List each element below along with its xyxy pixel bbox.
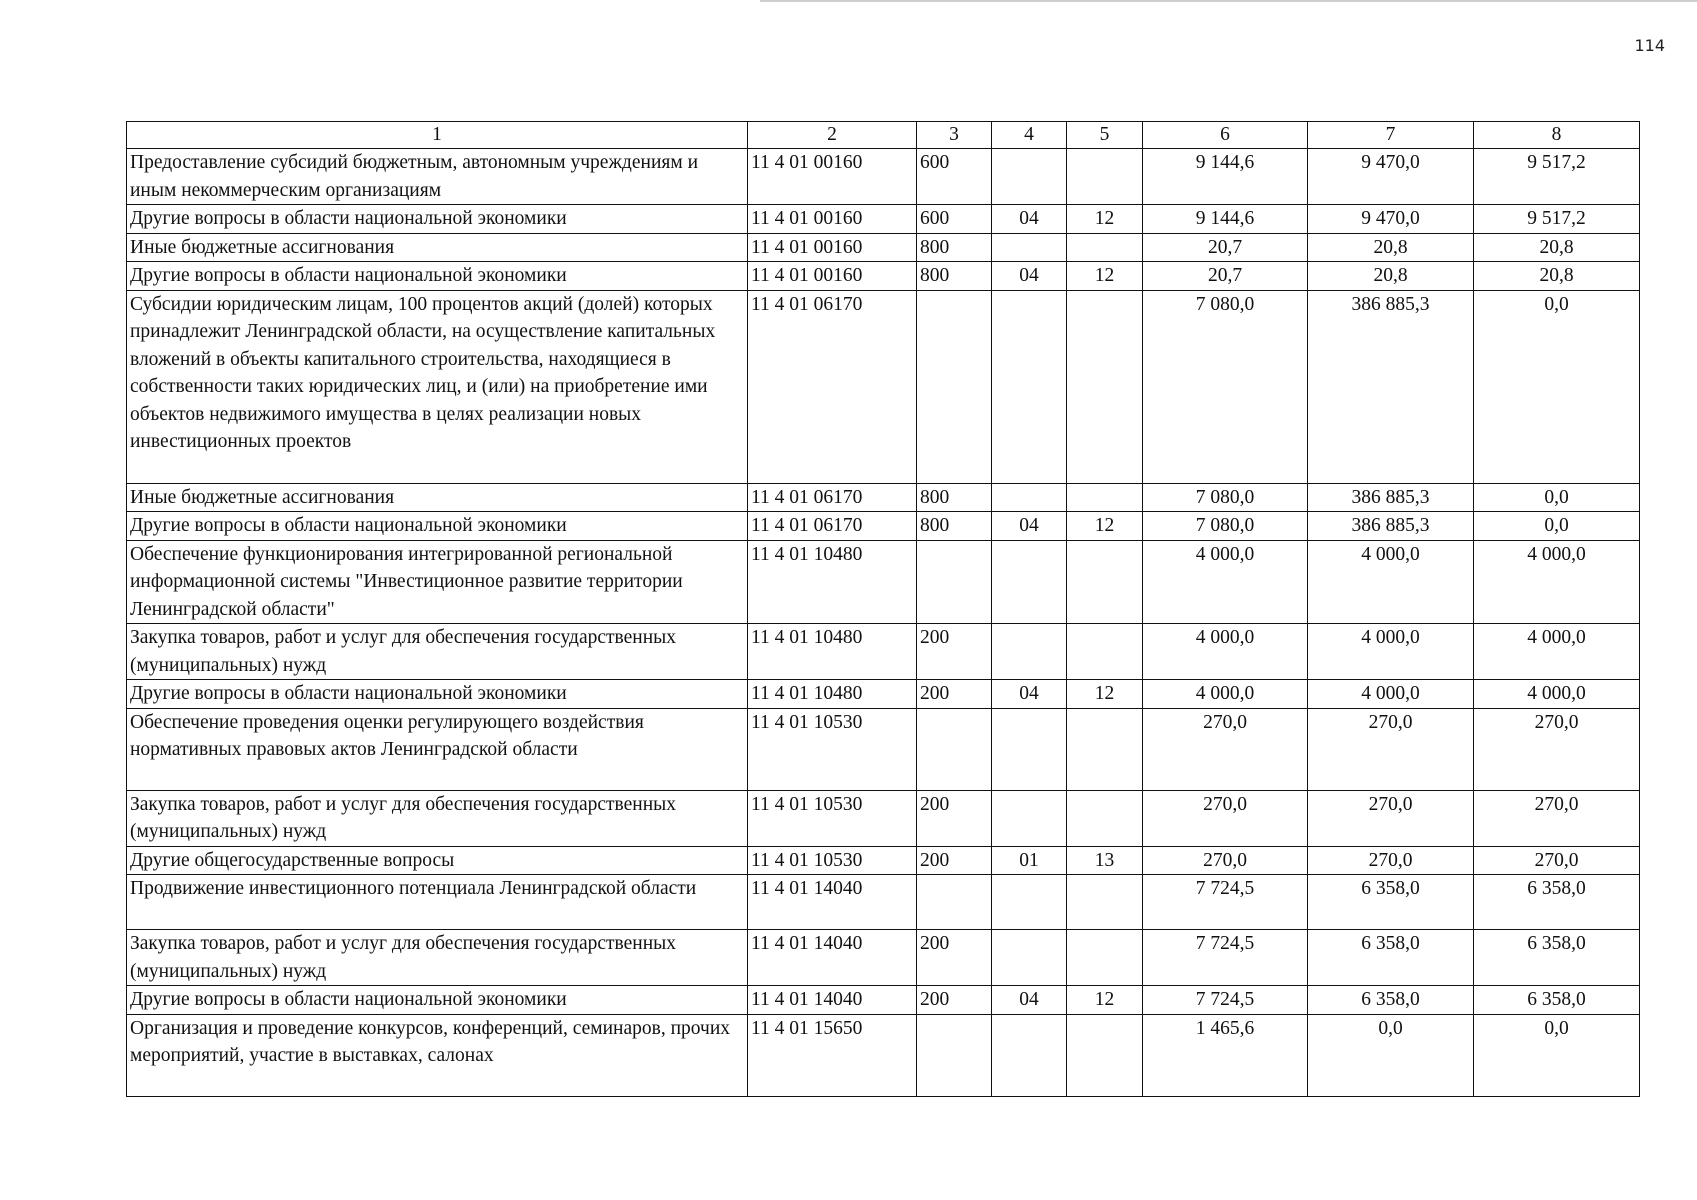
target-article-code-cell: 11 4 01 14040 (748, 875, 917, 930)
amount-col7-cell: 4 000,0 (1308, 680, 1474, 709)
table-row (127, 205, 1640, 234)
target-article-code-cell: 11 4 01 10530 (748, 846, 917, 875)
header-row (127, 122, 1640, 149)
amount-col8-cell: 9 517,2 (1474, 149, 1640, 205)
amount-col7-cell: 9 470,0 (1308, 149, 1474, 205)
target-article-code-cell: 11 4 01 06170 (748, 290, 917, 483)
expense-type-cell: 200 (917, 846, 992, 875)
amount-col8-cell: 270,0 (1474, 708, 1640, 790)
row-name-cell: Закупка товаров, работ и услуг для обеспечения государственных (муниципальных) нужд (127, 930, 748, 986)
subsection-cell: 12 (1067, 262, 1143, 291)
expense-type-cell: 600 (917, 149, 992, 205)
amount-col8-cell: 6 358,0 (1474, 986, 1640, 1015)
subsection-cell: 12 (1067, 205, 1143, 234)
amount-col8-cell: 0,0 (1474, 512, 1640, 541)
section-cell (992, 930, 1067, 986)
target-article-code-cell: 11 4 01 10480 (748, 680, 917, 709)
row-name-cell: Организация и проведение конкурсов, конференций, семинаров, прочих мероприятий, участие в выставках, салонах (127, 1014, 748, 1096)
amount-col6-cell: 7 724,5 (1143, 986, 1308, 1015)
section-cell (992, 1014, 1067, 1096)
amount-col7-cell: 6 358,0 (1308, 930, 1474, 986)
page-number: 114 (1634, 36, 1665, 55)
section-cell (992, 875, 1067, 930)
table-row (127, 262, 1640, 291)
row-name-cell: Обеспечение проведения оценки регулирующего воздействия нормативных правовых актов Ленинградской области (127, 708, 748, 790)
expense-type-cell: 800 (917, 483, 992, 512)
table-row (127, 790, 1640, 846)
amount-col8-cell: 270,0 (1474, 846, 1640, 875)
target-article-code-cell: 11 4 01 06170 (748, 483, 917, 512)
section-cell: 04 (992, 986, 1067, 1015)
expense-type-cell: 800 (917, 233, 992, 262)
row-name-cell: Закупка товаров, работ и услуг для обеспечения государственных (муниципальных) нужд (127, 790, 748, 846)
header-cell-5: 5 (1067, 122, 1143, 149)
row-name-cell: Закупка товаров, работ и услуг для обеспечения государственных (муниципальных) нужд (127, 624, 748, 680)
target-article-code-cell: 11 4 01 15650 (748, 1014, 917, 1096)
amount-col6-cell: 9 144,6 (1143, 149, 1308, 205)
amount-col8-cell: 0,0 (1474, 1014, 1640, 1096)
amount-col7-cell: 6 358,0 (1308, 875, 1474, 930)
table-body (127, 149, 1640, 1097)
row-name-cell: Другие общегосударственные вопросы (127, 846, 748, 875)
subsection-cell: 12 (1067, 512, 1143, 541)
row-name-cell: Другие вопросы в области национальной экономики (127, 512, 748, 541)
amount-col6-cell: 4 000,0 (1143, 540, 1308, 624)
section-cell (992, 149, 1067, 205)
header-cell-1: 1 (127, 122, 748, 149)
table-row (127, 624, 1640, 680)
subsection-cell: 12 (1067, 680, 1143, 709)
amount-col8-cell: 9 517,2 (1474, 205, 1640, 234)
amount-col8-cell: 6 358,0 (1474, 875, 1640, 930)
amount-col8-cell: 6 358,0 (1474, 930, 1640, 986)
table-row (127, 512, 1640, 541)
expense-type-cell: 200 (917, 930, 992, 986)
subsection-cell (1067, 483, 1143, 512)
table-row (127, 290, 1640, 483)
amount-col8-cell: 4 000,0 (1474, 624, 1640, 680)
expense-type-cell: 200 (917, 986, 992, 1015)
table-row (127, 540, 1640, 624)
table-header (127, 122, 1640, 149)
subsection-cell (1067, 875, 1143, 930)
expense-type-cell: 600 (917, 205, 992, 234)
amount-col8-cell: 270,0 (1474, 790, 1640, 846)
target-article-code-cell: 11 4 01 14040 (748, 986, 917, 1015)
target-article-code-cell: 11 4 01 00160 (748, 233, 917, 262)
expense-type-cell: 200 (917, 680, 992, 709)
amount-col7-cell: 386 885,3 (1308, 290, 1474, 483)
amount-col7-cell: 386 885,3 (1308, 483, 1474, 512)
row-name-cell: Обеспечение функционирования интегрированной региональной информационной системы "Инвестиционное развитие территории Ленинградской области" (127, 540, 748, 624)
section-cell (992, 540, 1067, 624)
expense-type-cell: 200 (917, 624, 992, 680)
expense-type-cell (917, 875, 992, 930)
amount-col7-cell: 386 885,3 (1308, 512, 1474, 541)
amount-col6-cell: 7 080,0 (1143, 512, 1308, 541)
row-name-cell: Другие вопросы в области национальной экономики (127, 680, 748, 709)
amount-col8-cell: 0,0 (1474, 290, 1640, 483)
subsection-cell (1067, 624, 1143, 680)
target-article-code-cell: 11 4 01 06170 (748, 512, 917, 541)
target-article-code-cell: 11 4 01 10530 (748, 790, 917, 846)
section-cell (992, 708, 1067, 790)
amount-col8-cell: 0,0 (1474, 483, 1640, 512)
table-row (127, 1014, 1640, 1096)
target-article-code-cell: 11 4 01 00160 (748, 205, 917, 234)
amount-col6-cell: 7 080,0 (1143, 290, 1308, 483)
expense-type-cell (917, 1014, 992, 1096)
table-row (127, 875, 1640, 930)
amount-col6-cell: 20,7 (1143, 233, 1308, 262)
amount-col7-cell: 270,0 (1308, 790, 1474, 846)
expense-type-cell (917, 540, 992, 624)
subsection-cell (1067, 930, 1143, 986)
header-cell-8: 8 (1474, 122, 1640, 149)
expense-type-cell: 800 (917, 512, 992, 541)
section-cell (992, 624, 1067, 680)
expense-type-cell (917, 290, 992, 483)
section-cell: 04 (992, 205, 1067, 234)
budget-table (126, 121, 1640, 1097)
amount-col6-cell: 20,7 (1143, 262, 1308, 291)
amount-col6-cell: 1 465,6 (1143, 1014, 1308, 1096)
amount-col6-cell: 7 080,0 (1143, 483, 1308, 512)
table-row (127, 708, 1640, 790)
subsection-cell (1067, 290, 1143, 483)
amount-col6-cell: 7 724,5 (1143, 930, 1308, 986)
table-row (127, 483, 1640, 512)
amount-col7-cell: 20,8 (1308, 233, 1474, 262)
section-cell (992, 290, 1067, 483)
table-row (127, 930, 1640, 986)
amount-col7-cell: 4 000,0 (1308, 624, 1474, 680)
table-row (127, 846, 1640, 875)
scan-top-edge (760, 0, 1697, 2)
subsection-cell (1067, 1014, 1143, 1096)
table-row (127, 149, 1640, 205)
row-name-cell: Другие вопросы в области национальной экономики (127, 262, 748, 291)
header-cell-6: 6 (1143, 122, 1308, 149)
table-row (127, 986, 1640, 1015)
subsection-cell (1067, 708, 1143, 790)
target-article-code-cell: 11 4 01 10530 (748, 708, 917, 790)
section-cell (992, 233, 1067, 262)
amount-col6-cell: 4 000,0 (1143, 624, 1308, 680)
section-cell: 04 (992, 680, 1067, 709)
expense-type-cell: 200 (917, 790, 992, 846)
subsection-cell (1067, 790, 1143, 846)
row-name-cell: Иные бюджетные ассигнования (127, 233, 748, 262)
subsection-cell (1067, 149, 1143, 205)
amount-col7-cell: 270,0 (1308, 708, 1474, 790)
amount-col8-cell: 20,8 (1474, 233, 1640, 262)
amount-col8-cell: 4 000,0 (1474, 540, 1640, 624)
target-article-code-cell: 11 4 01 14040 (748, 930, 917, 986)
amount-col7-cell: 270,0 (1308, 846, 1474, 875)
row-name-cell: Продвижение инвестиционного потенциала Ленинградской области (127, 875, 748, 930)
subsection-cell: 12 (1067, 986, 1143, 1015)
amount-col7-cell: 4 000,0 (1308, 540, 1474, 624)
amount-col6-cell: 270,0 (1143, 708, 1308, 790)
amount-col7-cell: 20,8 (1308, 262, 1474, 291)
amount-col7-cell: 0,0 (1308, 1014, 1474, 1096)
section-cell (992, 790, 1067, 846)
expense-type-cell (917, 708, 992, 790)
table-row (127, 233, 1640, 262)
target-article-code-cell: 11 4 01 00160 (748, 262, 917, 291)
amount-col6-cell: 9 144,6 (1143, 205, 1308, 234)
target-article-code-cell: 11 4 01 10480 (748, 540, 917, 624)
row-name-cell: Другие вопросы в области национальной экономики (127, 205, 748, 234)
amount-col6-cell: 4 000,0 (1143, 680, 1308, 709)
amount-col7-cell: 9 470,0 (1308, 205, 1474, 234)
subsection-cell (1067, 540, 1143, 624)
table-row (127, 680, 1640, 709)
amount-col6-cell: 7 724,5 (1143, 875, 1308, 930)
amount-col6-cell: 270,0 (1143, 846, 1308, 875)
header-cell-2: 2 (748, 122, 917, 149)
row-name-cell: Субсидии юридическим лицам, 100 процентов акций (долей) которых принадлежит Ленинградской области, на осуществление капитальных вложений в объекты капитального строительства, находящиеся в собственности таких юридических лиц, и (или) на приобретение ими объектов недвижимого имущества в целях реализации новых инвестиционных проектов (127, 290, 748, 483)
row-name-cell: Другие вопросы в области национальной экономики (127, 986, 748, 1015)
subsection-cell (1067, 233, 1143, 262)
amount-col6-cell: 270,0 (1143, 790, 1308, 846)
section-cell: 04 (992, 512, 1067, 541)
row-name-cell: Иные бюджетные ассигнования (127, 483, 748, 512)
expense-type-cell: 800 (917, 262, 992, 291)
header-cell-4: 4 (992, 122, 1067, 149)
target-article-code-cell: 11 4 01 10480 (748, 624, 917, 680)
section-cell: 04 (992, 262, 1067, 291)
row-name-cell: Предоставление субсидий бюджетным, автономным учреждениям и иным некоммерческим организациям (127, 149, 748, 205)
amount-col7-cell: 6 358,0 (1308, 986, 1474, 1015)
subsection-cell: 13 (1067, 846, 1143, 875)
section-cell (992, 483, 1067, 512)
header-cell-7: 7 (1308, 122, 1474, 149)
header-cell-3: 3 (917, 122, 992, 149)
section-cell: 01 (992, 846, 1067, 875)
target-article-code-cell: 11 4 01 00160 (748, 149, 917, 205)
amount-col8-cell: 20,8 (1474, 262, 1640, 291)
amount-col8-cell: 4 000,0 (1474, 680, 1640, 709)
